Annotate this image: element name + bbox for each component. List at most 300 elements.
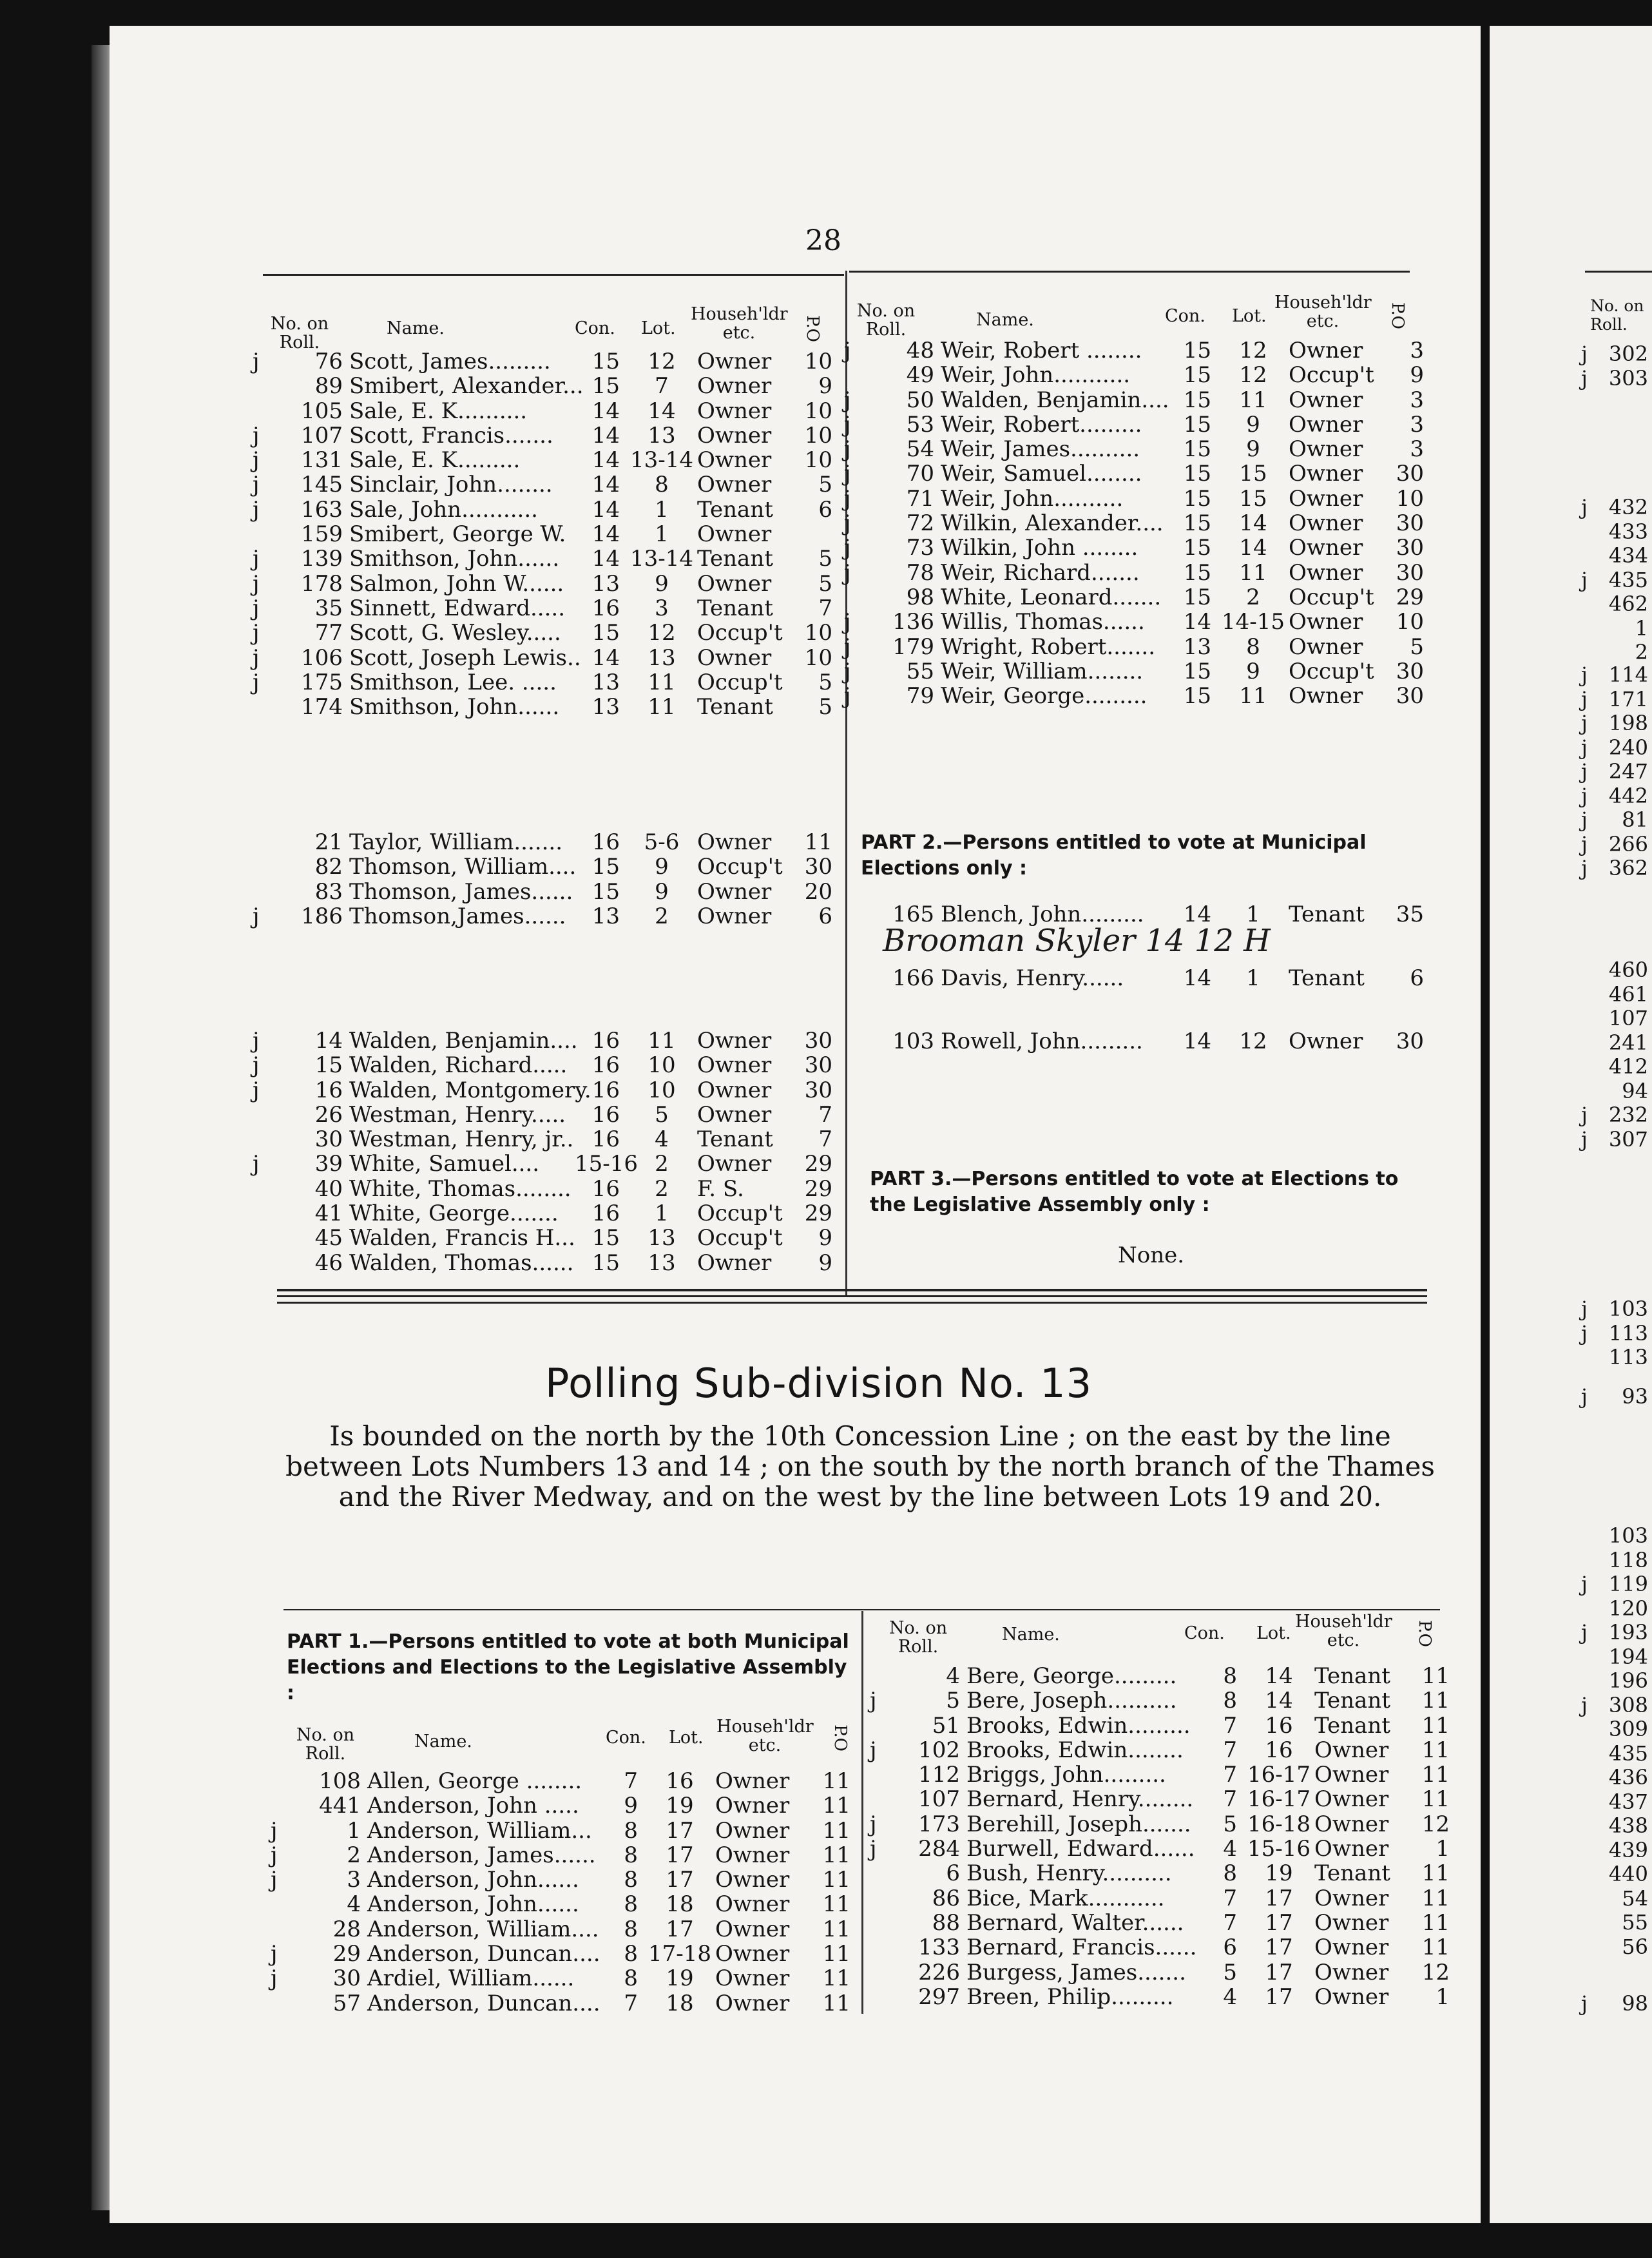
- cell-no: 14: [314, 1028, 343, 1054]
- cell-con: 14: [1183, 609, 1211, 635]
- cell-lot: 16-18: [1247, 1811, 1311, 1837]
- cell-po: 7: [818, 1101, 832, 1128]
- fragment-roll-number: 232: [1608, 1103, 1648, 1127]
- voter-row: [844, 363, 1424, 387]
- cell-lot: 14: [1265, 1663, 1293, 1689]
- cell-name: Allen, George ........: [367, 1768, 582, 1794]
- voter-row: [253, 1226, 832, 1250]
- cell-po: 11: [1421, 1688, 1450, 1714]
- fragment-roll-number: 434: [1608, 543, 1648, 568]
- cell-status: Owner: [697, 422, 772, 449]
- fragment-j-mark: j: [1581, 342, 1588, 366]
- cell-con: 16: [591, 1201, 620, 1227]
- cell-status: Owner: [1289, 609, 1363, 635]
- cell-con: 13: [591, 903, 620, 929]
- cell-no: 48: [906, 338, 934, 363]
- header-no-on-roll: No. on Roll.: [856, 301, 916, 340]
- header-househ: Househ'ldr etc.: [1274, 293, 1372, 331]
- cell-lot: 10: [648, 1052, 676, 1079]
- header-househ: Househ'ldr etc.: [691, 304, 788, 343]
- cell-name: Thomson,James......: [349, 903, 566, 929]
- cell-po: 7: [818, 1126, 832, 1153]
- fragment-roll-number: 308: [1608, 1692, 1648, 1717]
- cell-po: 30: [804, 1052, 832, 1079]
- cell-lot: 8: [655, 472, 669, 498]
- voter-row: [271, 1819, 857, 1843]
- cell-no: 15: [314, 1052, 343, 1079]
- cell-name: Smithson, John......: [349, 546, 560, 572]
- cell-name: Ardiel, William......: [367, 1965, 575, 1992]
- fragment-j-mark: j: [1581, 686, 1588, 711]
- fragment-roll-number: 114: [1608, 662, 1648, 687]
- cell-po: 11: [1421, 1786, 1450, 1813]
- cell-con: 13: [591, 694, 620, 720]
- cell-status: Owner: [697, 1250, 772, 1276]
- cell-no: 29: [332, 1941, 361, 1967]
- voter-row: [844, 635, 1424, 659]
- voter-row: [253, 1103, 832, 1127]
- cell-name: Weir, John...........: [941, 362, 1131, 389]
- part1-heading: PART 1.—Persons entitled to vote at both Municipal Elections and Elections to the Legislative Assembly :: [287, 1630, 849, 1704]
- cell-no: 108: [319, 1768, 361, 1794]
- cell-status: Owner: [1289, 338, 1363, 363]
- cell-po: 12: [1421, 1959, 1450, 1985]
- cell-po: 11: [822, 1817, 850, 1844]
- cell-con: 8: [624, 1817, 638, 1844]
- cell-con: 14: [591, 521, 620, 548]
- voter-row: [870, 1886, 1450, 1911]
- cell-po: 1: [1436, 1836, 1450, 1862]
- cell-lot: 12: [1239, 1028, 1267, 1054]
- cell-lot: 9: [1246, 436, 1260, 463]
- fragment-roll-number: 196: [1608, 1668, 1648, 1693]
- cell-con: 15: [591, 349, 620, 374]
- cell-lot: 18: [666, 1990, 694, 2016]
- cell-po: 11: [822, 1793, 850, 1819]
- cell-j: j: [844, 683, 851, 709]
- cell-no: 78: [906, 559, 934, 586]
- cell-con: 16: [591, 595, 620, 621]
- cell-no: 45: [314, 1225, 343, 1251]
- cell-con: 8: [1223, 1688, 1237, 1714]
- cell-no: 163: [301, 496, 343, 523]
- cell-name: Anderson, John......: [367, 1891, 579, 1918]
- fragment-roll-number: 432: [1608, 495, 1648, 519]
- voter-row: [870, 1762, 1450, 1787]
- cell-lot: 17: [1265, 1959, 1293, 1985]
- cell-status: Owner: [1289, 485, 1363, 512]
- cell-status: Owner: [697, 1052, 772, 1079]
- cell-j: j: [844, 510, 851, 537]
- voter-row: [870, 1911, 1450, 1935]
- part3-heading: PART 3.—Persons entitled to vote at Elections to the Legislative Assembly only :: [870, 1168, 1399, 1216]
- cell-status: Owner: [1289, 387, 1363, 413]
- cell-status: Owner: [1314, 1836, 1389, 1862]
- voter-row: [844, 561, 1424, 585]
- header-lot: Lot.: [669, 1728, 704, 1748]
- cell-con: 8: [624, 1842, 638, 1868]
- cell-name: Weir, George.........: [941, 683, 1148, 709]
- cell-no: 30: [332, 1965, 361, 1992]
- cell-status: Owner: [697, 1151, 772, 1177]
- cell-lot: 17: [666, 1817, 694, 1844]
- cell-po: 9: [818, 373, 832, 400]
- cell-no: 441: [319, 1793, 361, 1819]
- cell-status: Tenant: [1314, 1860, 1390, 1887]
- voter-list-lower-left: [271, 1769, 857, 2016]
- cell-name: Smithson, Lee. .....: [349, 669, 557, 695]
- cell-lot: 15: [1239, 485, 1267, 512]
- cell-no: 3: [347, 1867, 361, 1893]
- header-lot: Lot.: [641, 318, 676, 338]
- cell-name: Wilkin, Alexander....: [941, 510, 1164, 537]
- cell-no: 21: [314, 829, 343, 855]
- cell-no: 83: [314, 878, 343, 905]
- cell-lot: 7: [655, 373, 669, 400]
- cell-j: j: [870, 1811, 877, 1837]
- cell-j: j: [870, 1737, 877, 1763]
- cell-name: Sinclair, John........: [349, 472, 553, 498]
- cell-po: 11: [1421, 1885, 1450, 1911]
- cell-con: 5: [1223, 1959, 1237, 1985]
- voter-row: [844, 1029, 1424, 1054]
- voter-row: [253, 1078, 832, 1103]
- cell-con: 15: [1183, 559, 1211, 586]
- cell-j: j: [271, 1842, 278, 1868]
- header-name: Name.: [1002, 1625, 1060, 1645]
- cell-status: Occup't: [1289, 362, 1374, 389]
- voter-row: [870, 1738, 1450, 1762]
- cell-no: 139: [301, 546, 343, 572]
- cell-con: 7: [624, 1990, 638, 2016]
- fragment-roll-number: 113: [1608, 1345, 1648, 1369]
- voter-row: [253, 399, 832, 423]
- voter-row: [870, 1837, 1450, 1861]
- cell-j: j: [844, 633, 851, 660]
- lower-top-rule: [283, 1609, 1440, 1610]
- cell-name: Walden, Thomas......: [349, 1250, 574, 1276]
- cell-lot: 1: [1246, 965, 1260, 991]
- voter-row: [253, 621, 832, 645]
- cell-name: Taylor, William.......: [349, 829, 563, 855]
- cell-status: Owner: [715, 1965, 790, 1992]
- cell-j: j: [253, 349, 260, 374]
- cell-j: j: [271, 1941, 278, 1967]
- cell-name: Anderson, James......: [367, 1842, 596, 1868]
- voter-row: [253, 830, 832, 854]
- header-househ: Househ'ldr etc.: [1295, 1612, 1392, 1650]
- cell-lot: 12: [1239, 338, 1267, 363]
- cell-no: 107: [301, 422, 343, 449]
- cell-no: 1: [347, 1817, 361, 1844]
- voter-row: [844, 659, 1424, 684]
- cell-lot: 2: [655, 1175, 669, 1202]
- voter-row: [870, 1985, 1450, 2009]
- cell-lot: 19: [666, 1965, 694, 1992]
- fragment-roll-number: 412: [1608, 1054, 1648, 1079]
- voter-list-upper-left: [253, 349, 832, 719]
- cell-no: 30: [314, 1126, 343, 1153]
- cell-con: 15: [1183, 436, 1211, 463]
- cell-lot: 9: [655, 570, 669, 597]
- cell-name: Willis, Thomas......: [941, 609, 1145, 635]
- voter-row: [844, 487, 1424, 511]
- fragment-j-mark: j: [1581, 807, 1588, 832]
- voter-row: [271, 1917, 857, 1942]
- cell-name: Walden, Francis H...: [349, 1225, 575, 1251]
- cell-con: 15: [591, 878, 620, 905]
- fragment-j-mark: j: [1581, 567, 1588, 592]
- fragment-j-mark: j: [1581, 1384, 1588, 1409]
- cell-lot: 17-18: [648, 1941, 711, 1967]
- cell-po: 6: [1410, 965, 1424, 991]
- cell-po: 6: [818, 496, 832, 523]
- cell-no: 28: [332, 1916, 361, 1942]
- cell-j: j: [253, 1077, 260, 1103]
- cell-no: 98: [906, 584, 934, 610]
- cell-status: Owner: [1289, 633, 1363, 660]
- cell-po: 20: [804, 878, 832, 905]
- cell-name: Anderson, William...: [367, 1817, 592, 1844]
- cell-status: Tenant: [697, 694, 773, 720]
- cell-po: 10: [1396, 485, 1424, 512]
- fragment-roll-number: 55: [1622, 1910, 1648, 1935]
- cell-status: Occup't: [697, 1225, 783, 1251]
- cell-po: 5: [818, 570, 832, 597]
- cell-po: 5: [818, 694, 832, 720]
- cell-status: Owner: [1314, 1909, 1389, 1936]
- cell-po: 11: [1421, 1737, 1450, 1763]
- voter-row: [271, 1991, 857, 2016]
- cell-name: Scott, Francis.......: [349, 422, 553, 449]
- cell-con: 15: [1183, 387, 1211, 413]
- cell-no: 179: [892, 633, 934, 660]
- cell-con: 15: [591, 1250, 620, 1276]
- voter-row: [870, 1861, 1450, 1886]
- header-po: P.O: [830, 1724, 850, 1751]
- cell-status: Owner: [697, 398, 772, 424]
- cell-status: Owner: [1314, 1935, 1389, 1961]
- fragment-j-mark: j: [1581, 662, 1588, 687]
- cell-status: Tenant: [697, 1126, 773, 1153]
- cell-con: 14: [1183, 965, 1211, 991]
- cell-status: Owner: [715, 1793, 790, 1819]
- cell-no: 4: [946, 1663, 960, 1689]
- fragment-roll-number: 94: [1622, 1078, 1648, 1103]
- cell-po: 10: [804, 349, 832, 374]
- cell-no: 41: [314, 1201, 343, 1227]
- cell-lot: 13: [648, 422, 676, 449]
- voter-row: [253, 670, 832, 695]
- cell-con: 8: [624, 1916, 638, 1942]
- polling-subdivision-title: Polling Sub-division No. 13: [545, 1360, 1093, 1407]
- cell-con: 7: [1223, 1762, 1237, 1788]
- voter-row: [844, 610, 1424, 634]
- cell-lot: 4: [655, 1126, 669, 1153]
- cell-status: Owner: [697, 349, 772, 374]
- fragment-roll-number: 103: [1608, 1523, 1648, 1548]
- header-po: P.O: [1387, 302, 1407, 329]
- cell-name: Brooks, Edwin........: [966, 1737, 1184, 1763]
- cell-status: Owner: [1289, 510, 1363, 537]
- cell-name: Burwell, Edward......: [966, 1836, 1195, 1862]
- cell-no: 178: [301, 570, 343, 597]
- cell-lot: 14: [648, 398, 676, 424]
- fragment-roll-number: 194: [1608, 1644, 1648, 1669]
- voter-row: [844, 684, 1424, 708]
- voter-row: [253, 1251, 832, 1275]
- cell-lot: 16: [666, 1768, 694, 1794]
- cell-status: Owner: [697, 829, 772, 855]
- cell-po: 11: [822, 1990, 850, 2016]
- cell-con: 15: [591, 373, 620, 400]
- cell-j: j: [253, 546, 260, 572]
- cell-status: Owner: [697, 373, 772, 400]
- cell-name: Weir, Robert.........: [941, 411, 1142, 438]
- part2-list-continued: [844, 966, 1424, 990]
- cell-name: Westman, Henry.....: [349, 1101, 566, 1128]
- cell-status: Occup't: [697, 620, 783, 646]
- cell-name: Anderson, Duncan....: [367, 1941, 600, 1967]
- fragment-j-mark: j: [1581, 495, 1588, 519]
- fragment-roll-number: 303: [1608, 365, 1648, 391]
- voter-row: [271, 1942, 857, 1966]
- cell-j: j: [844, 338, 851, 363]
- voter-list-upper-right: [844, 338, 1424, 708]
- fragment-j-mark: j: [1581, 1126, 1588, 1152]
- cell-status: F. S.: [697, 1175, 744, 1202]
- cell-no: 16: [314, 1077, 343, 1103]
- cell-name: Sale, E. K.........: [349, 447, 521, 474]
- fragment-roll-number: 118: [1608, 1547, 1648, 1572]
- cell-no: 57: [332, 1990, 361, 2016]
- cell-po: 29: [804, 1151, 832, 1177]
- cell-no: 136: [892, 609, 934, 635]
- cell-no: 82: [314, 854, 343, 880]
- fragment-j-mark: j: [1581, 1572, 1588, 1596]
- cell-po: 9: [818, 1225, 832, 1251]
- cell-lot: 13-14: [629, 546, 693, 572]
- fragment-j-mark: j: [1581, 831, 1588, 856]
- voter-row: [253, 695, 832, 719]
- cell-con: 4: [1223, 1836, 1237, 1862]
- cell-po: 11: [1421, 1762, 1450, 1788]
- fragment-roll-number: 93: [1622, 1384, 1648, 1409]
- cell-name: Breen, Philip.........: [966, 1983, 1174, 2010]
- cell-status: Tenant: [1314, 1712, 1390, 1739]
- cell-name: Smibert, Alexander...: [349, 373, 584, 400]
- part2-list-rowell: [844, 1029, 1424, 1054]
- cell-status: Owner: [715, 1817, 790, 1844]
- cell-po: 9: [1410, 362, 1424, 389]
- cell-po: 5: [818, 472, 832, 498]
- cell-j: j: [253, 1052, 260, 1079]
- voter-row: [271, 1966, 857, 1991]
- cell-name: Bere, George.........: [966, 1663, 1177, 1689]
- fragment-roll-number: 362: [1608, 856, 1648, 880]
- cell-lot: 2: [655, 903, 669, 929]
- cell-name: Scott, Joseph Lewis..: [349, 644, 581, 671]
- voter-row: [844, 585, 1424, 610]
- cell-con: 14: [591, 546, 620, 572]
- cell-no: 284: [918, 1836, 960, 1862]
- cell-status: Tenant: [1314, 1688, 1390, 1714]
- cell-j: j: [844, 436, 851, 463]
- cell-lot: 11: [648, 1028, 676, 1054]
- cell-lot: 11: [648, 694, 676, 720]
- cell-lot: 13-14: [629, 447, 693, 474]
- cell-name: Blench, John.........: [941, 902, 1144, 927]
- fragment-roll-number: 433: [1608, 519, 1648, 544]
- cell-no: 173: [918, 1811, 960, 1837]
- cell-lot: 9: [1246, 411, 1260, 438]
- cell-name: Weir, Richard.......: [941, 559, 1140, 586]
- cell-j: j: [844, 535, 851, 561]
- cell-no: 89: [314, 373, 343, 400]
- fragment-roll-number: 241: [1608, 1030, 1648, 1055]
- fragment-j-mark: j: [1581, 1320, 1588, 1346]
- cell-name: Wilkin, John ........: [941, 535, 1138, 561]
- cell-no: 88: [932, 1909, 960, 1936]
- cell-status: Occup't: [697, 1201, 783, 1227]
- cell-name: Weir, James..........: [941, 436, 1140, 463]
- fragment-roll-number: 247: [1608, 759, 1648, 784]
- cell-name: Scott, James.........: [349, 349, 551, 374]
- voter-row: [253, 1201, 832, 1226]
- cell-lot: 14: [1265, 1688, 1293, 1714]
- cell-po: 11: [822, 1941, 850, 1967]
- fragment-roll-number: 54: [1622, 1886, 1648, 1911]
- cell-po: 10: [1396, 609, 1424, 635]
- fragment-j-mark: j: [1581, 1692, 1588, 1717]
- header-con: Con.: [1184, 1623, 1225, 1643]
- cell-con: 15-16: [575, 1151, 639, 1177]
- cell-po: 5: [818, 546, 832, 572]
- cell-j: j: [253, 644, 260, 671]
- cell-no: 40: [314, 1175, 343, 1202]
- cell-status: Occup't: [1289, 658, 1374, 684]
- cell-j: j: [253, 1028, 260, 1054]
- cell-j: j: [844, 559, 851, 586]
- next-page-fragment: [1572, 0, 1652, 2258]
- cell-con: 15: [1183, 485, 1211, 512]
- cell-status: Owner: [715, 1891, 790, 1918]
- cell-name: Walden, Benjamin....: [349, 1028, 578, 1054]
- cell-con: 8: [624, 1867, 638, 1893]
- cell-lot: 17: [666, 1867, 694, 1893]
- cell-name: Burgess, James.......: [966, 1959, 1186, 1985]
- fragment-roll-number: 460: [1608, 958, 1648, 982]
- cell-name: Thomson, William....: [349, 854, 577, 880]
- fragment-roll-number: 435: [1608, 567, 1648, 592]
- cell-status: Owner: [1314, 1762, 1389, 1788]
- cell-con: 5: [1223, 1811, 1237, 1837]
- fragment-roll-number: 439: [1608, 1837, 1648, 1862]
- cell-po: 10: [804, 398, 832, 424]
- cell-po: 10: [804, 644, 832, 671]
- fragment-j-mark: j: [1581, 856, 1588, 880]
- cell-status: Tenant: [697, 595, 773, 621]
- fragment-j-mark: j: [1581, 759, 1588, 784]
- cell-po: 5: [1410, 633, 1424, 660]
- cell-po: 11: [822, 1842, 850, 1868]
- header-po: P.O: [1414, 1620, 1434, 1647]
- cell-po: 29: [1396, 584, 1424, 610]
- cell-po: 10: [804, 447, 832, 474]
- cell-no: 77: [314, 620, 343, 646]
- fragment-j-mark: j: [1581, 365, 1588, 391]
- cell-con: 14: [1183, 902, 1211, 927]
